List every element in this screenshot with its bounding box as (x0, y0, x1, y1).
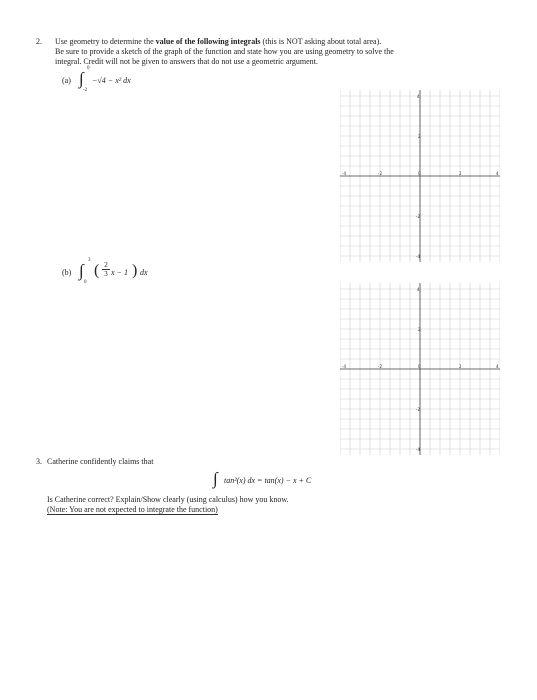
intro-text-b: (this is NOT asking about total area). (262, 37, 382, 46)
fraction (102, 261, 110, 278)
x-tick-label: 0 (418, 364, 421, 369)
fraction-numerator: 2 (102, 261, 110, 270)
paren-open: ( (94, 262, 100, 279)
problem-2-line3: integral. Credit will not be given to answers that do not use a geometric argument. (55, 57, 318, 66)
part-b-integrand: x − 1 (111, 268, 128, 277)
x-tick-label: -2 (378, 364, 382, 369)
problem-2-number: 2. (36, 37, 42, 46)
y-tick-label: -2 (416, 407, 420, 412)
problem-2-line2: Be sure to provide a sketch of the graph of the function and state how you are using geometry to solve the (55, 47, 394, 56)
x-tick-label: 4 (496, 171, 499, 176)
problem-3-note (47, 505, 218, 515)
integral-sign-a: ∫ (79, 69, 84, 88)
integral-sign-3: ∫ (213, 469, 218, 488)
paren-close: ) (132, 262, 138, 279)
y-tick-label: -2 (416, 214, 420, 219)
part-b-lower-limit: 0 (84, 280, 87, 285)
y-tick-label: -4 (416, 447, 420, 452)
x-tick-label: 4 (496, 364, 499, 369)
integral-sign-b: ∫ (79, 261, 84, 280)
problem-2-intro (55, 37, 381, 47)
intro-text-a: Use geometry to determine the (55, 37, 154, 46)
part-b-upper-limit: 3 (88, 258, 91, 263)
y-tick-label: 4 (417, 287, 420, 292)
problem-3-question: Is Catherine correct? Explain/Show clearly (using calculus) how you know. (47, 495, 289, 504)
graph-grid-b (340, 283, 500, 455)
y-tick-label: 2 (418, 327, 421, 332)
problem-3-number: 3. (36, 457, 42, 466)
x-tick-label: 2 (459, 364, 462, 369)
part-a-lower-limit: -2 (83, 88, 88, 93)
fraction-denominator: 3 (104, 270, 108, 278)
y-tick-label: 2 (418, 134, 421, 139)
part-b-label: (b) (62, 268, 72, 277)
intro-text-bold: value of the following integrals (155, 37, 261, 46)
y-tick-label: 4 (417, 94, 420, 99)
part-b-dx: dx (140, 268, 148, 277)
x-tick-label: -2 (378, 171, 382, 176)
problem-3-note-text: (Note: You are not expected to integrate the function) (47, 505, 218, 514)
x-tick-label: -4 (342, 171, 346, 176)
part-a-label: (a) (62, 76, 71, 85)
y-tick-label: -4 (416, 254, 420, 259)
part-a-upper-limit: 0 (87, 66, 90, 71)
part-a-integrand: −√4 − x² dx (92, 76, 131, 85)
problem-3-equation: tan²(x) dx = tan(x) − x + C (224, 476, 312, 485)
problem-3-claim: Catherine confidently claims that (47, 457, 154, 466)
x-tick-label: 0 (418, 171, 421, 176)
x-tick-label: -4 (342, 364, 346, 369)
x-tick-label: 2 (459, 171, 462, 176)
graph-grid-a (340, 90, 500, 262)
